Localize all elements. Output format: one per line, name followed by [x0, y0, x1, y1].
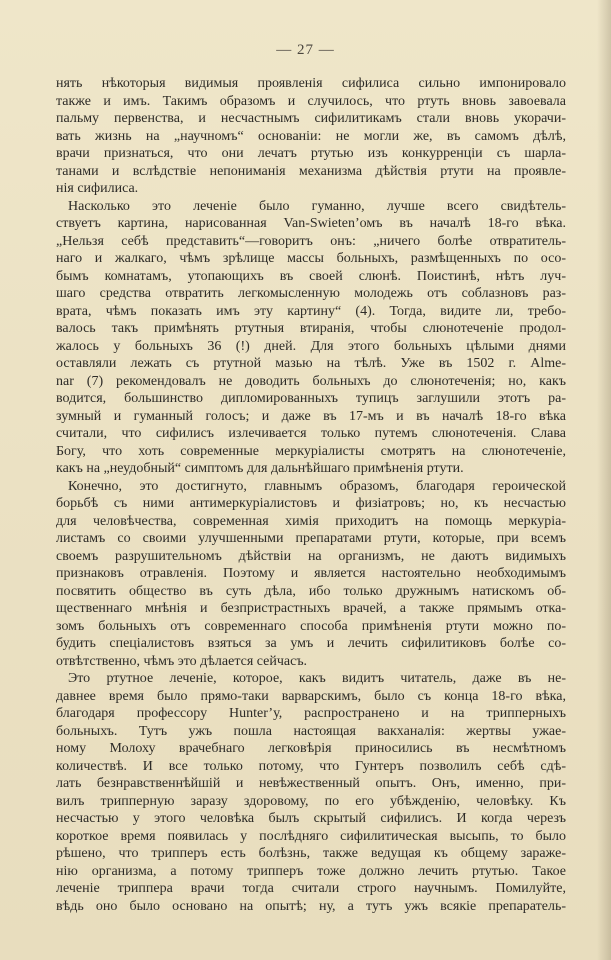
text-line: считали, что сифилисъ излечивается только путемъ слюнотеченія. Слава	[56, 426, 566, 441]
text-line: короткое время появилась у послѣдняго сифилитическая высыпь, то было	[56, 828, 566, 844]
text-line: листамъ со своими улучшенными препаратами ртути, которые, при всемъ	[56, 531, 566, 546]
text-line: вилъ трипперную заразу здоровому, по его убѣжденію, человѣку. Къ	[56, 793, 566, 809]
text-line: благодаря профессору Hunter’у, распространено и на трипперныхъ	[56, 706, 566, 721]
text-line: щественнаго мнѣнія и безпристрастныхъ врачей, а также прямымъ отка-	[56, 601, 566, 616]
text-line: валось такъ примѣнять ртутныя втиранія, чтобы слюнотеченіе продол-	[56, 321, 566, 336]
text-line: оставляли лежать съ ртутной мазью на тѣлѣ. Уже въ 1502 г. Alme-	[56, 356, 566, 371]
text-line: отвѣтственно, чѣмъ это дѣлается сейчасъ.	[56, 653, 308, 669]
text-line: ствуетъ картина, нарисованная Van-Swieten’омъ въ началѣ 18-го вѣка.	[56, 216, 566, 231]
text-line: количествѣ. И все только потому, что Гунтеръ позволилъ себѣ сдѣ-	[56, 758, 566, 774]
text-line: зомъ больныхъ отъ современнаго способа примѣненія ртути можно по-	[56, 618, 566, 634]
text-line: врата, чѣмъ показать имъ эту картину“ (4). Тогда, видите ли, требо-	[56, 303, 566, 319]
text-line: вать жизнь на „научномъ“ основаніи: не могли же, въ самомъ дѣлѣ,	[56, 128, 566, 144]
text-line: леченіе триппера врачи тогда считали строго научнымъ. Помилуйте,	[56, 881, 566, 896]
text-line: врачи признаться, что они лечатъ ртутью изъ конкурренціи съ шарла-	[56, 146, 566, 161]
text-line: Это ртутное леченіе, которое, какъ видитъ читатель, даже въ не-	[68, 671, 566, 686]
text-line: Конечно, это достигнуто, главнымъ образомъ, благодаря героической	[68, 478, 566, 494]
text-line: зумный и гуманный голосъ; и даже въ 17-мъ и въ началѣ 18-го вѣка	[56, 408, 566, 424]
text-line: Насколько это леченіе было гуманно, лучше всего свидѣтель-	[68, 198, 566, 214]
text-line: ному Молоху врачебнаго легковѣрія приносились въ несмѣтномъ	[56, 741, 566, 756]
text-line: какъ на „неудобный“ симптомъ для дальнѣйшаго примѣненія ртути.	[56, 461, 464, 476]
text-line: нять нѣкоторыя видимыя проявленія сифилиса сильно импонировало	[56, 76, 566, 91]
text-line: для человѣчества, современная химія приходитъ на помощь меркуріа-	[56, 513, 566, 529]
text-line: вѣдь оно было основано на опытѣ; ну, а тутъ ужъ всякіе препаратель-	[56, 898, 566, 914]
text-line: признаковъ отравленія. Поэтому и является настоятельно необходимымъ	[56, 566, 566, 581]
text-line: больныхъ. Тутъ ужъ пошла настоящая вакханалія: жертвы ужае-	[56, 723, 566, 739]
page-edge-shadow	[597, 0, 611, 960]
text-line: пальму первенства, и несчастнымъ сифилитикамъ стали вновь укорачи-	[56, 111, 566, 126]
text-line: танами и вслѣдствіе непониманія механизма дѣйствія ртути на проявле-	[56, 163, 566, 179]
text-line: рѣшено, что трипперъ есть болѣзнь, также ведущая къ общему зараже-	[56, 846, 566, 861]
text-line: своемъ разрушительномъ дѣйствіи на организмъ, не даютъ видимыхъ	[56, 548, 566, 564]
body-text	[56, 75, 566, 915]
text-line: также и имъ. Такимъ образомъ и случилось, что ртуть вновь завоевала	[56, 93, 566, 109]
text-line: давнее время было прямо-таки варварскимъ, было съ конца 18-го вѣка,	[56, 688, 566, 704]
text-line: жалось у больныхъ 36 (!) дней. Для этого больныхъ цѣлыми днями	[56, 338, 566, 354]
text-line: несчастью у этого человѣка былъ скрытый сифилисъ. И когда черезъ	[56, 811, 566, 826]
page-number: — 27 —	[276, 42, 335, 58]
text-line: будить спеціалистовъ взяться за умъ и лечить сифилитиковъ болѣе со-	[56, 636, 566, 651]
text-line: нію организма, а потому трипперъ тоже должно лечить ртутью. Такое	[56, 863, 566, 879]
text-line: водится, большинство дипломированныхъ тупицъ заглушили этотъ ра-	[56, 391, 566, 406]
text-line: лать безнравственнѣйшій и невѣжественный опытъ. Онъ, именно, при-	[56, 776, 566, 791]
text-line: бымъ комнатамъ, утопающихъ въ своей слюнѣ. Поистинѣ, нѣтъ луч-	[56, 268, 566, 284]
text-line: борьбѣ съ ними антимеркуріалистовъ и физіатровъ; но, къ несчастью	[56, 496, 566, 511]
text-line: „Нельзя себѣ представить“—говоритъ онъ: „ничего болѣе отвратитель-	[56, 233, 566, 249]
text-line: шаго средства отвратить легкомысленную молодежь отъ соблазновъ раз-	[56, 286, 566, 301]
text-line: нія сифилиса.	[56, 181, 139, 196]
text-line: наго и жалкаго, чѣмъ зрѣлище массы больныхъ, размѣщенныхъ по осо-	[56, 251, 566, 266]
text-line: Богу, что хоть современные меркуріалисты смотрятъ на слюнотеченіе,	[56, 443, 566, 459]
text-line: посвятить общество въ суть дѣла, ибо только дружнымъ натискомъ об-	[56, 583, 566, 599]
text-line: nar (7) рекомендовалъ не доводить больныхъ до слюнотеченія; но, какъ	[56, 373, 566, 389]
